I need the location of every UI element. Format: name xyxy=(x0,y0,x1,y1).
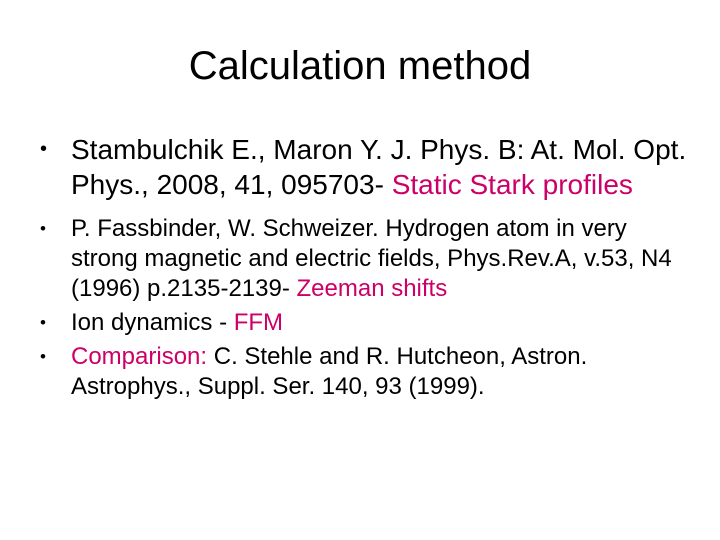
bullet-highlight: Comparison: xyxy=(71,343,208,370)
bullet-list xyxy=(40,132,700,406)
bullet-dot-icon: • xyxy=(40,219,46,238)
bullet-item-fassbinder xyxy=(40,214,700,304)
bullet-item-stambulchik xyxy=(40,132,700,202)
bullet-dot-icon: • xyxy=(40,313,46,332)
bullet-text: C. Stehle and R. Hutcheon, Astron. Astrophys., Suppl. Ser. 140, 93 (1999). xyxy=(71,343,588,400)
bullet-text: Stambulchik E., Maron Y. J. Phys. B: At. Mol. Opt. Phys., 2008, 41, 095703- xyxy=(71,134,687,200)
bullet-text: P. Fassbinder, W. Schweizer. Hydrogen atom in very strong magnetic and electric fields, Phys.Rev.A, v.53, N4 (1996) p.2135-2139- xyxy=(71,215,672,302)
bullet-dot-icon: • xyxy=(40,347,46,366)
bullet-highlight: Static Stark profiles xyxy=(391,169,633,200)
bullet-item-comparison xyxy=(40,342,700,402)
bullet-highlight: FFM xyxy=(233,309,284,336)
bullet-item-ion-dynamics xyxy=(40,308,700,338)
slide-title: Calculation method xyxy=(188,44,532,88)
bullet-dot-icon: • xyxy=(40,138,48,160)
bullet-text: Ion dynamics - xyxy=(71,309,234,336)
bullet-highlight: Zeeman shifts xyxy=(296,275,448,302)
